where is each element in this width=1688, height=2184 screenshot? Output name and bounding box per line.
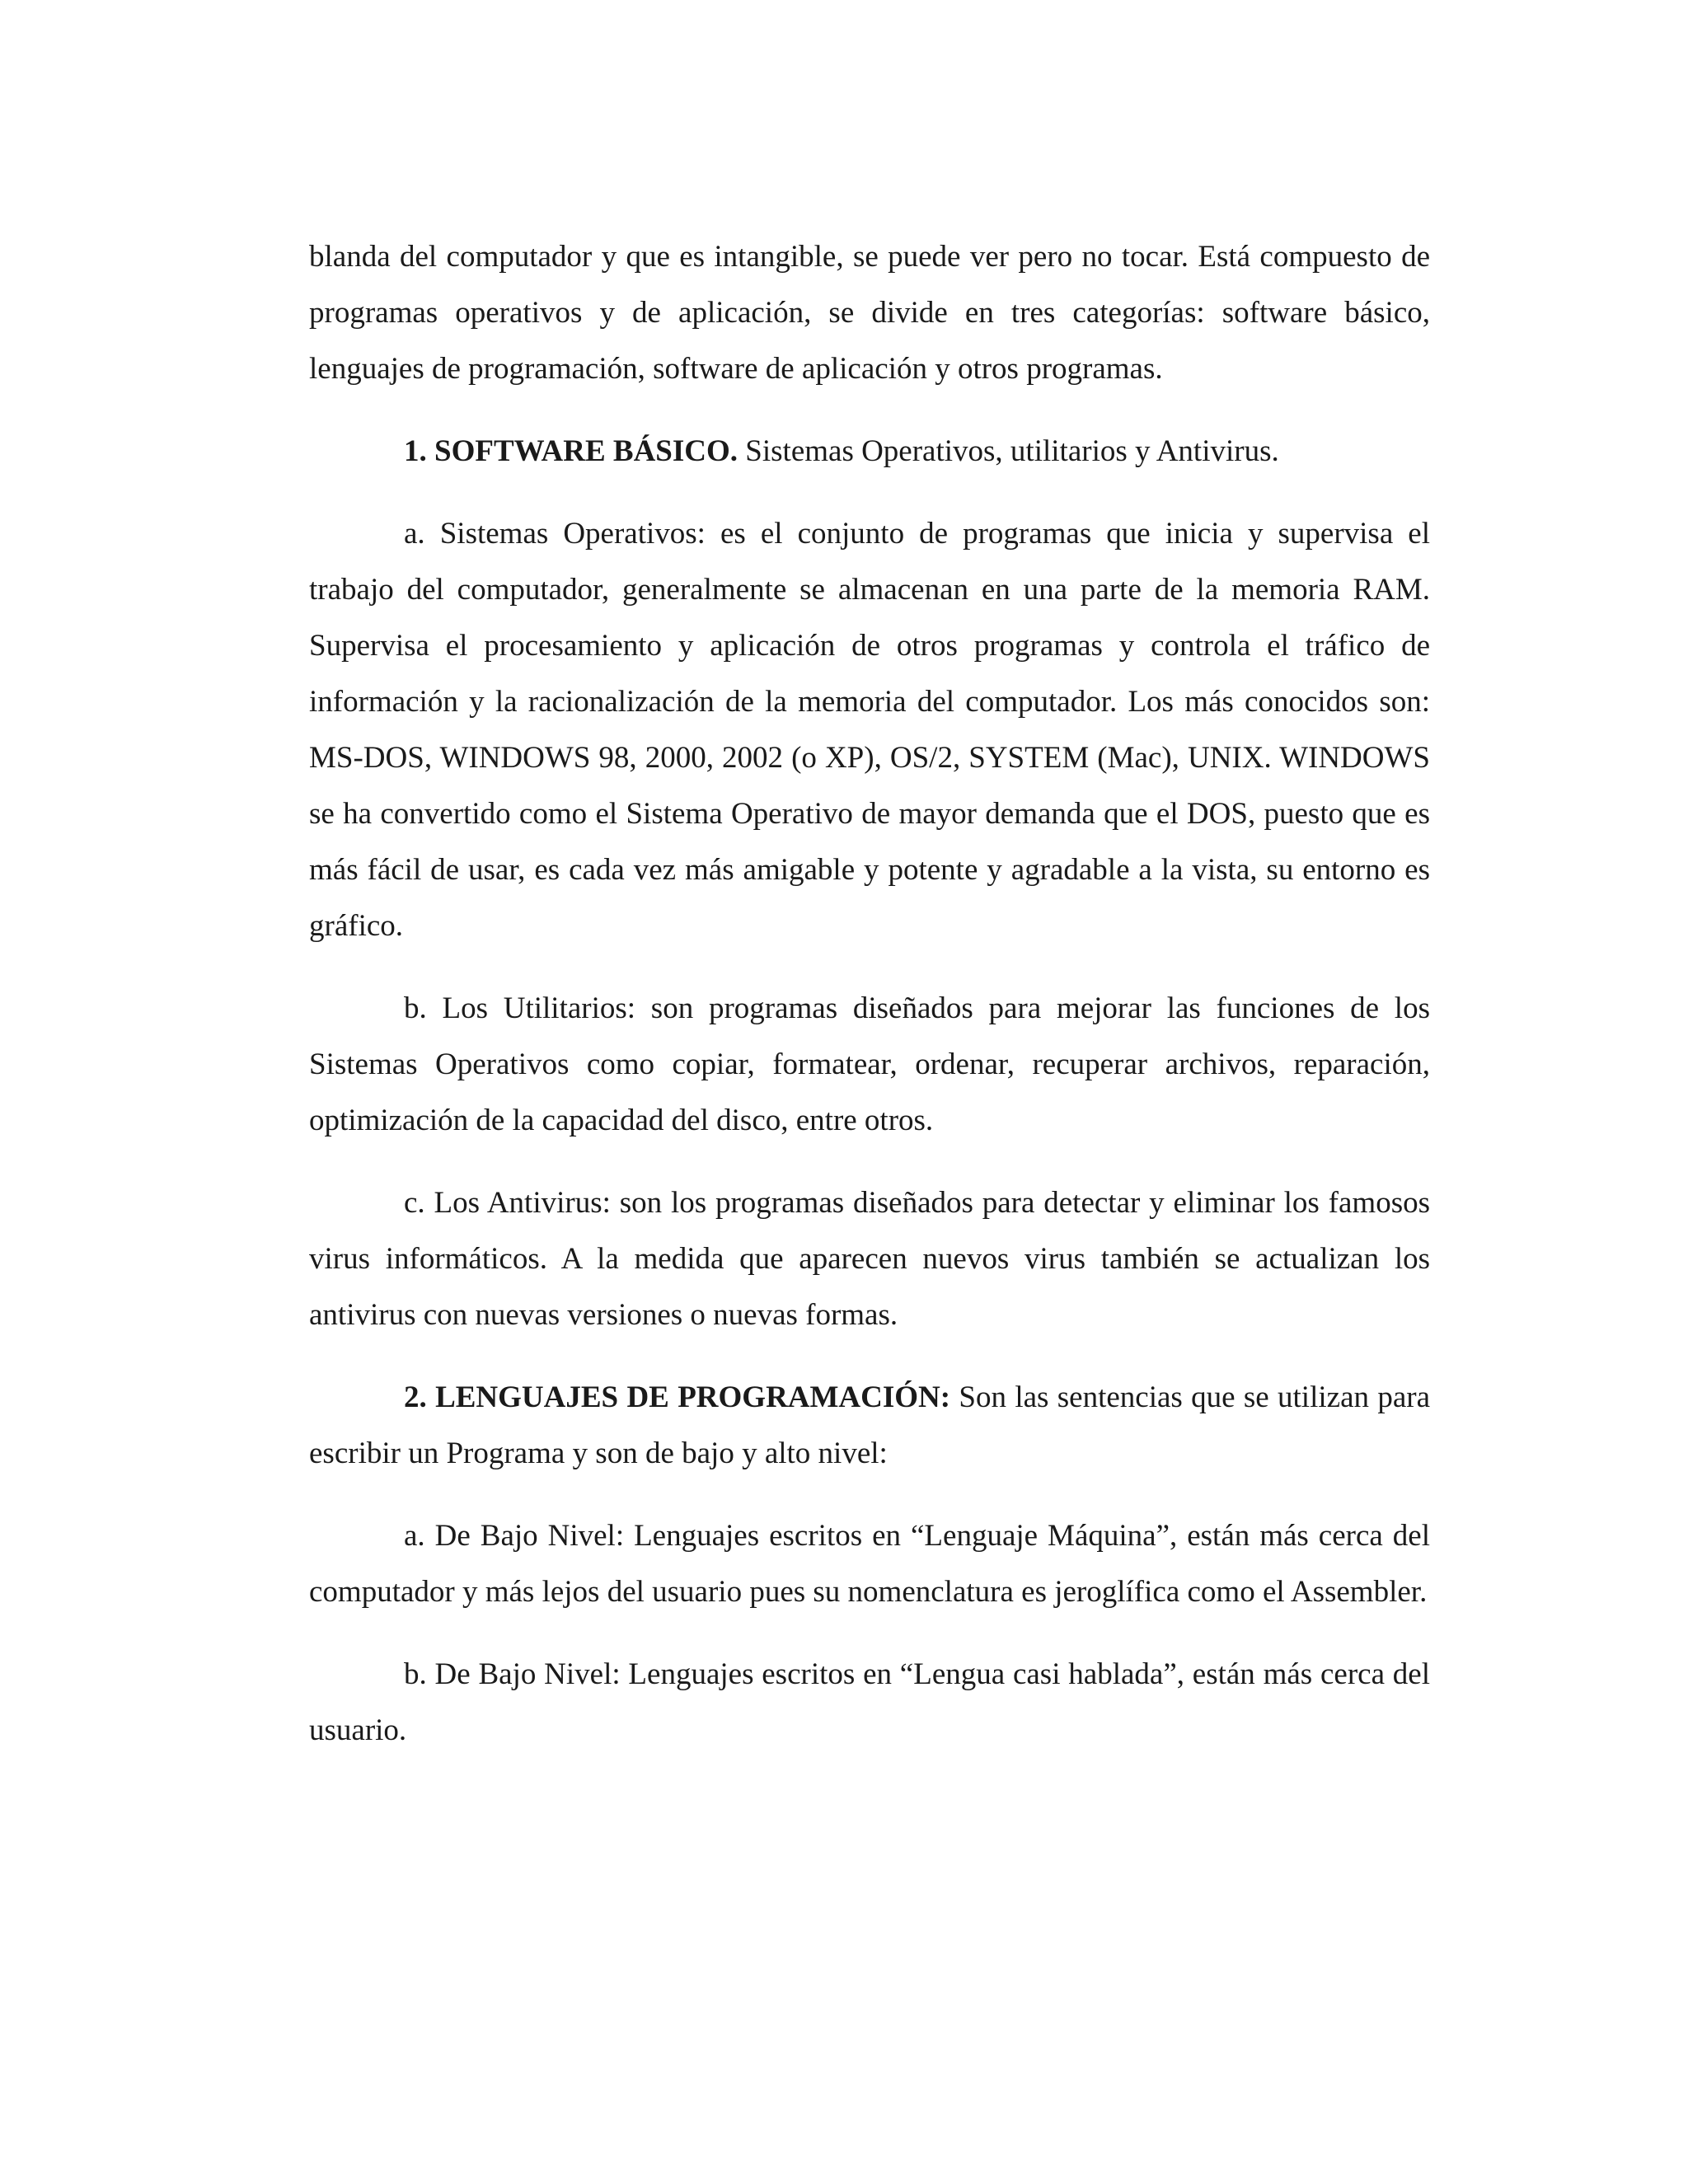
paragraph-utilitarios: b. Los Utilitarios: son programas diseñados para mejorar las funciones de los Sistemas Operativos como copiar, formatear, ordenar, recuperar archivos, reparación, optimización de la capacidad del disco, entre otros.	[309, 991, 1430, 1137]
paragraph-sistemas-operativos: a. Sistemas Operativos: es el conjunto de programas que inicia y supervisa el trabajo del computador, generalmente se almacenan en una parte de la memoria RAM. Supervisa el procesamiento y aplicación de otros programas y controla el tráfico de información y la racionalización de la memoria del computador. Los más conocidos son: MS-DOS, WINDOWS 98, 2000, 2002 (o XP), OS/2, SYSTEM (Mac), UNIX. WINDOWS se ha convertido como el Sistema Operativo de mayor demanda que el DOS, puesto que es más fácil de usar, es cada vez más amigable y potente y agradable a la vista, su entorno es gráfico.	[309, 517, 1430, 943]
document-page	[309, 229, 1430, 1785]
heading-lenguajes-programacion	[309, 1370, 1430, 1482]
paragraph-software-intro: blanda del computador y que es intangible, se puede ver pero no tocar. Está compuesto de programas operativos y de aplicación, se divide en tres categorías: software básico, lenguajes de programación, software de aplicación y otros programas.	[309, 240, 1430, 386]
heading-software-basico-label: 1. SOFTWARE BÁSICO.	[404, 434, 738, 468]
heading-software-basico	[309, 424, 1430, 480]
paragraph-bajo-nivel-a: a. De Bajo Nivel: Lenguajes escritos en “Lenguaje Máquina”, están más cerca del computador y más lejos del usuario pues su nomenclatura es jeroglífica como el Assembler.	[309, 1519, 1430, 1609]
paragraph-bajo-nivel-b: b. De Bajo Nivel: Lenguajes escritos en “Lengua casi hablada”, están más cerca del usuario.	[309, 1657, 1430, 1747]
heading-lenguajes-programacion-text: Son las sentencias que se utilizan para escribir un Programa y son de bajo y alto nivel:	[309, 1380, 1430, 1470]
paragraph-antivirus: c. Los Antivirus: son los programas diseñados para detectar y eliminar los famosos virus informáticos. A la medida que aparecen nuevos virus también se actualizan los antivirus con nuevas versiones o nuevas formas.	[309, 1186, 1430, 1332]
heading-lenguajes-programacion-label: 2. LENGUAJES DE PROGRAMACIÓN:	[404, 1380, 951, 1414]
heading-software-basico-text: Sistemas Operativos, utilitarios y Antivirus.	[738, 434, 1279, 468]
